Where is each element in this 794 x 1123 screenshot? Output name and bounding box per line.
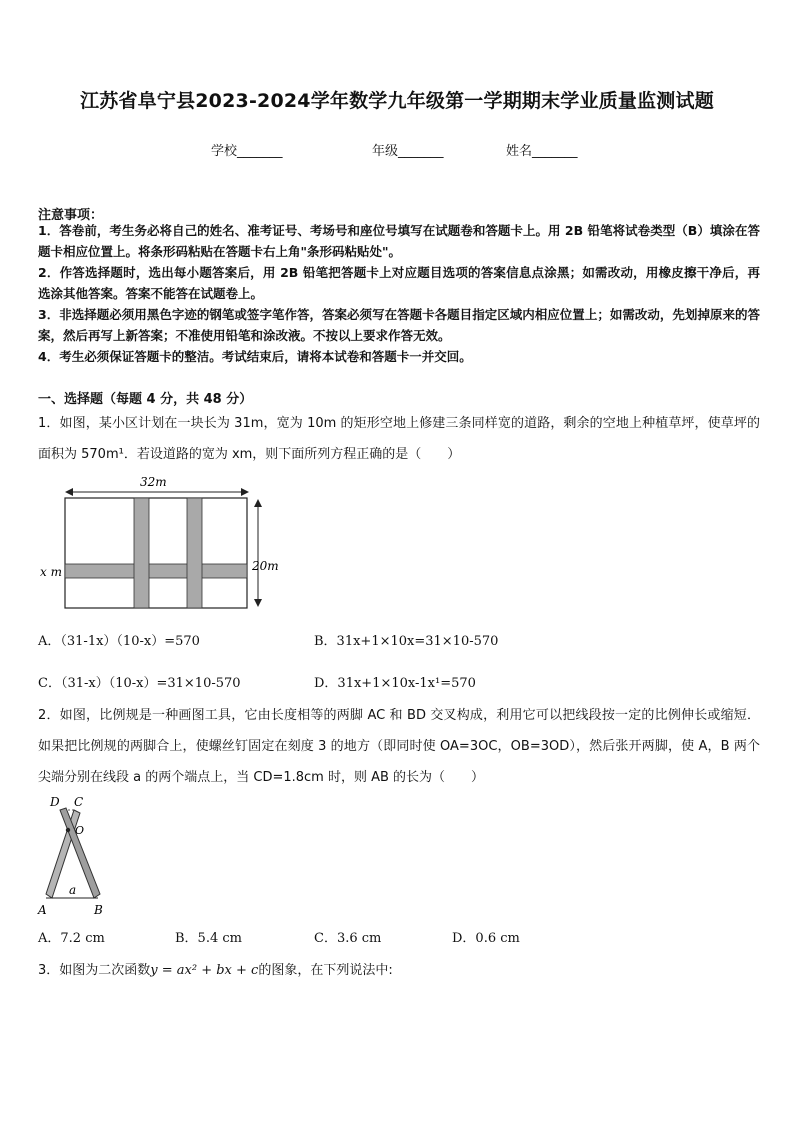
question-3-prefix: 3．如图为二次函数 [38, 963, 151, 978]
question-1-option-a[interactable]: A．（31-1x）（10-x）=570 [38, 634, 200, 649]
notice-item-3: 3．非选择题必须用黑色字迹的钢笔或签字笔作答，答案必须写在答题卡各题目指定区域内相应位置上；如需改动，先划掉原来的答案，然后再写上新答案；不准使用铅笔和涂改液。不按以上要求作答无效。 [38, 307, 760, 343]
page-title: 江苏省阜宁县2023-2024学年数学九年级第一学期期末学业质量监测试题 [80, 90, 714, 112]
question-2-option-c[interactable]: C．3.6 cm [314, 931, 382, 946]
question-2-figure [34, 794, 108, 918]
question-1-figure [36, 474, 286, 616]
figure-point-a: A [38, 903, 47, 917]
grade-field: 年级_______ [372, 144, 444, 159]
question-1-option-b[interactable]: B．31x+1×10x=31×10-570 [314, 634, 499, 649]
figure-label-length: 32m [140, 475, 167, 489]
school-field: 学校_______ [211, 144, 283, 159]
figure-label-width: 20m [252, 559, 279, 573]
notice-item-4: 4．考生必须保证答题卡的整洁。考试结束后，请将本试卷和答题卡一并交回。 [38, 349, 472, 364]
question-3-formula: y = ax² + bx + c [150, 963, 259, 978]
notice-heading: 注意事项： [38, 208, 104, 223]
question-2-option-a[interactable]: A．7.2 cm [38, 931, 105, 946]
figure-point-o: O [75, 824, 85, 837]
figure-label-road: x m [40, 565, 62, 579]
figure-point-c: C [74, 795, 84, 809]
notice-item-2: 2．作答选择题时，选出每小题答案后，用 2B 铅笔把答题卡上对应题目选项的答案信息点涂黑；如需改动，用橡皮擦干净后，再选涂其他答案。答案不能答在试题卷上。 [38, 265, 760, 301]
question-2-option-b[interactable]: B．5.4 cm [175, 931, 242, 946]
section-heading: 一、选择题（每题 4 分，共 48 分） [38, 392, 253, 407]
question-2-text: 2．如图，比例规是一种画图工具，它由长度相等的两脚 AC 和 BD 交叉构成，利用它可以把线段按一定的比例伸长或缩短．如果把比例规的两脚合上，使螺丝钉固定在刻度 3 的地方（即同时使 OA=3OC，OB=3OD），然后张开两脚，使 A，B 两个尖端分别在线段 a 的两个端点上，当 CD=1.8cm 时，则 AB 的长为（ ） [38, 708, 760, 785]
question-3-text [38, 955, 760, 986]
figure-point-b: B [94, 903, 103, 917]
question-2-option-d[interactable]: D．0.6 cm [452, 931, 520, 946]
figure-label-a: a [69, 883, 77, 897]
question-1-option-c[interactable]: C．（31-x）（10-x）=31×10-570 [38, 676, 241, 691]
question-1-text: 1．如图，某小区计划在一块长为 31m，宽为 10m 的矩形空地上修建三条同样宽的道路，剩余的空地上种植草坪，使草坪的面积为 570m¹．若设道路的宽为 xm，则下面所列方程正确的是（ ） [38, 416, 760, 462]
question-3-suffix: 的图象，在下列说法中: [258, 963, 393, 978]
notice-item-1: 1．答卷前，考生务必将自己的姓名、准考证号、考场号和座位号填写在试题卷和答题卡上。用 2B 铅笔将试卷类型（B）填涂在答题卡相应位置上。将条形码粘贴在答题卡右上角"条形码粘贴处"。 [38, 223, 760, 259]
name-field: 姓名_______ [506, 144, 578, 159]
figure-point-d: D [50, 795, 60, 809]
question-1-option-d[interactable]: D．31x+1×10x-1x¹=570 [314, 676, 476, 691]
